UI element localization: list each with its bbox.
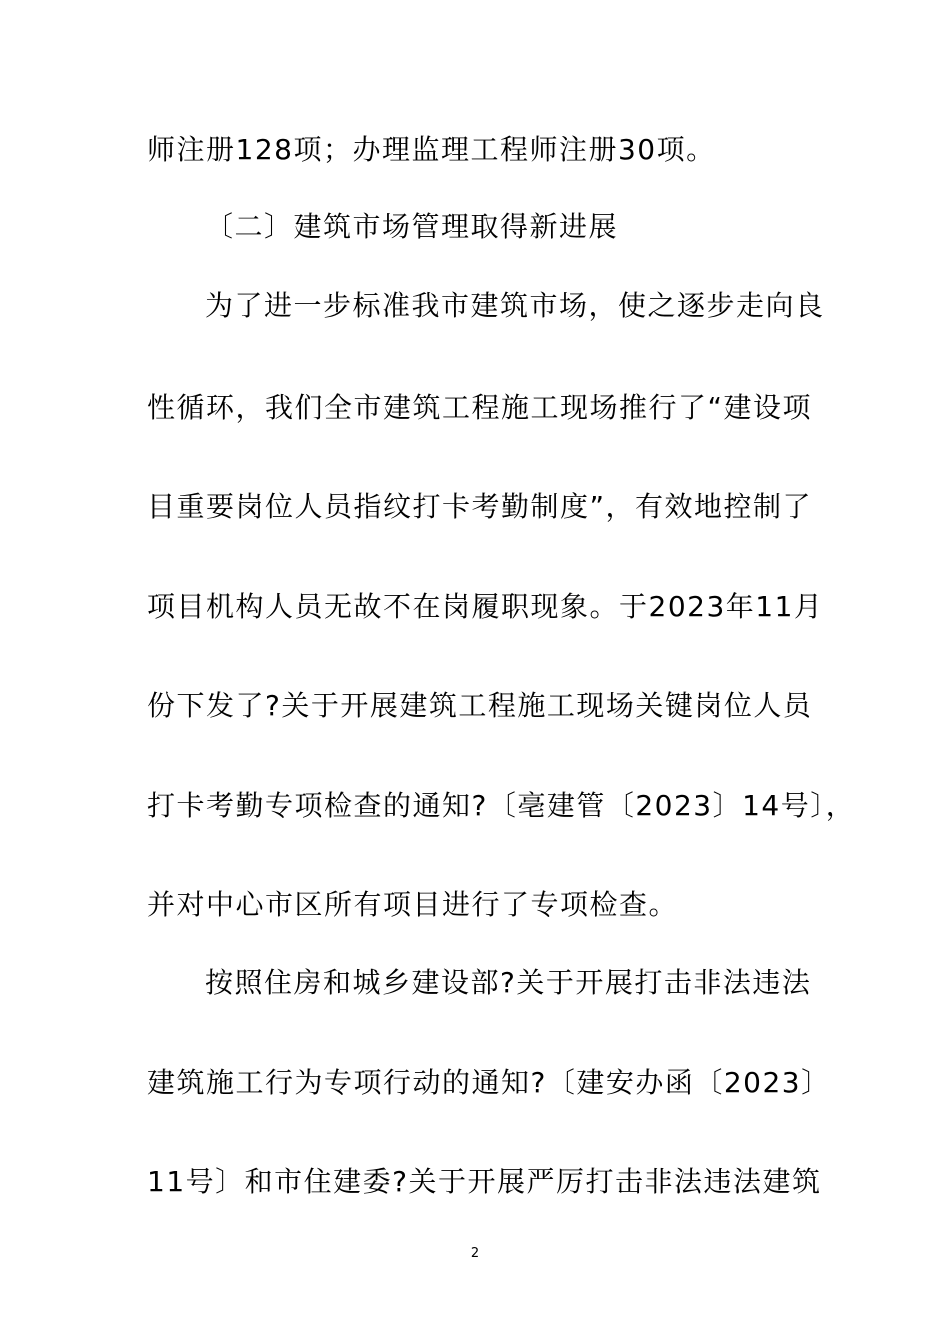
section-heading: 〔二〕建筑市场管理取得新进展 — [205, 210, 619, 243]
text-line-12: 11号〕和市住建委?关于开展严厉打击非法违法建筑 — [147, 1165, 822, 1198]
text-line-6: 项目机构人员无故不在岗履职现象。于2023年11月 — [147, 590, 824, 623]
text-line-3: 为了进一步标准我市建筑市场，使之逐步走向良 — [205, 289, 825, 322]
text-line-7: 份下发了?关于开展建筑工程施工现场关键岗位人员 — [147, 689, 813, 722]
text-line-8: 打卡考勤专项检查的通知?〔亳建管〔2023〕14号〕， — [147, 789, 856, 822]
text-line-4: 性循环，我们全市建筑工程施工现场推行了“建设项 — [147, 391, 813, 424]
text-line-5: 目重要岗位人员指纹打卡考勤制度”，有效地控制了 — [147, 490, 813, 523]
text-line-1: 师注册128项；办理监理工程师注册30项。 — [147, 133, 716, 166]
text-line-10: 按照住房和城乡建设部?关于开展打击非法违法 — [205, 966, 812, 999]
text-line-9: 并对中心市区所有项目进行了专项检查。 — [147, 888, 679, 921]
text-line-11: 建筑施工行为专项行动的通知?〔建安办函〔2023〕 — [147, 1066, 831, 1099]
page-number: 2 — [470, 1246, 480, 1261]
